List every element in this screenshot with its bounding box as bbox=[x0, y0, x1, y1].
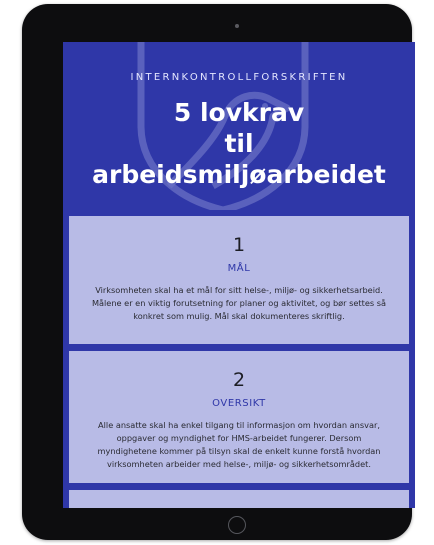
card-text: Alle ansatte skal ha enkel tilgang til informasjon om hvordan ansvar, oppgaver og myndighet for HMS-arbeidet fungerer. Dersom myndighetene kommer på tilsyn skal de enkelt kunne forstå hvordan virksomheten arbeider med helse-, miljø- og sikkerhetsområdet. bbox=[97, 420, 381, 469]
screen bbox=[63, 42, 415, 508]
card-number: 1 bbox=[232, 234, 246, 256]
hero-eyebrow: INTERNKONTROLLFORSKRIFTEN bbox=[130, 72, 348, 83]
requirement-card-1 bbox=[69, 216, 409, 344]
camera-icon bbox=[235, 24, 239, 28]
card-number: 2 bbox=[232, 369, 246, 391]
tablet-device-frame bbox=[22, 4, 412, 540]
card-text: Virksomheten skal ha et mål for sitt helse-, miljø- og sikkerhetsarbeid. Målene er en viktig forutsetning for planer og aktivitet, og bør settes så konkret som mulig. Mål skal dokumenteres skriftlig. bbox=[91, 285, 387, 321]
requirement-card-2 bbox=[69, 351, 409, 483]
title-line-2: til bbox=[224, 129, 254, 158]
page-title bbox=[63, 97, 415, 190]
title-line-1: 5 lovkrav bbox=[173, 98, 305, 127]
card-heading: MÅL bbox=[227, 263, 251, 274]
hero-header bbox=[63, 42, 415, 212]
home-button[interactable] bbox=[228, 516, 246, 534]
requirement-card-3 bbox=[69, 490, 409, 508]
card-heading: OVERSIKT bbox=[212, 398, 266, 409]
title-line-3: arbeidsmiljøarbeidet bbox=[92, 160, 386, 189]
